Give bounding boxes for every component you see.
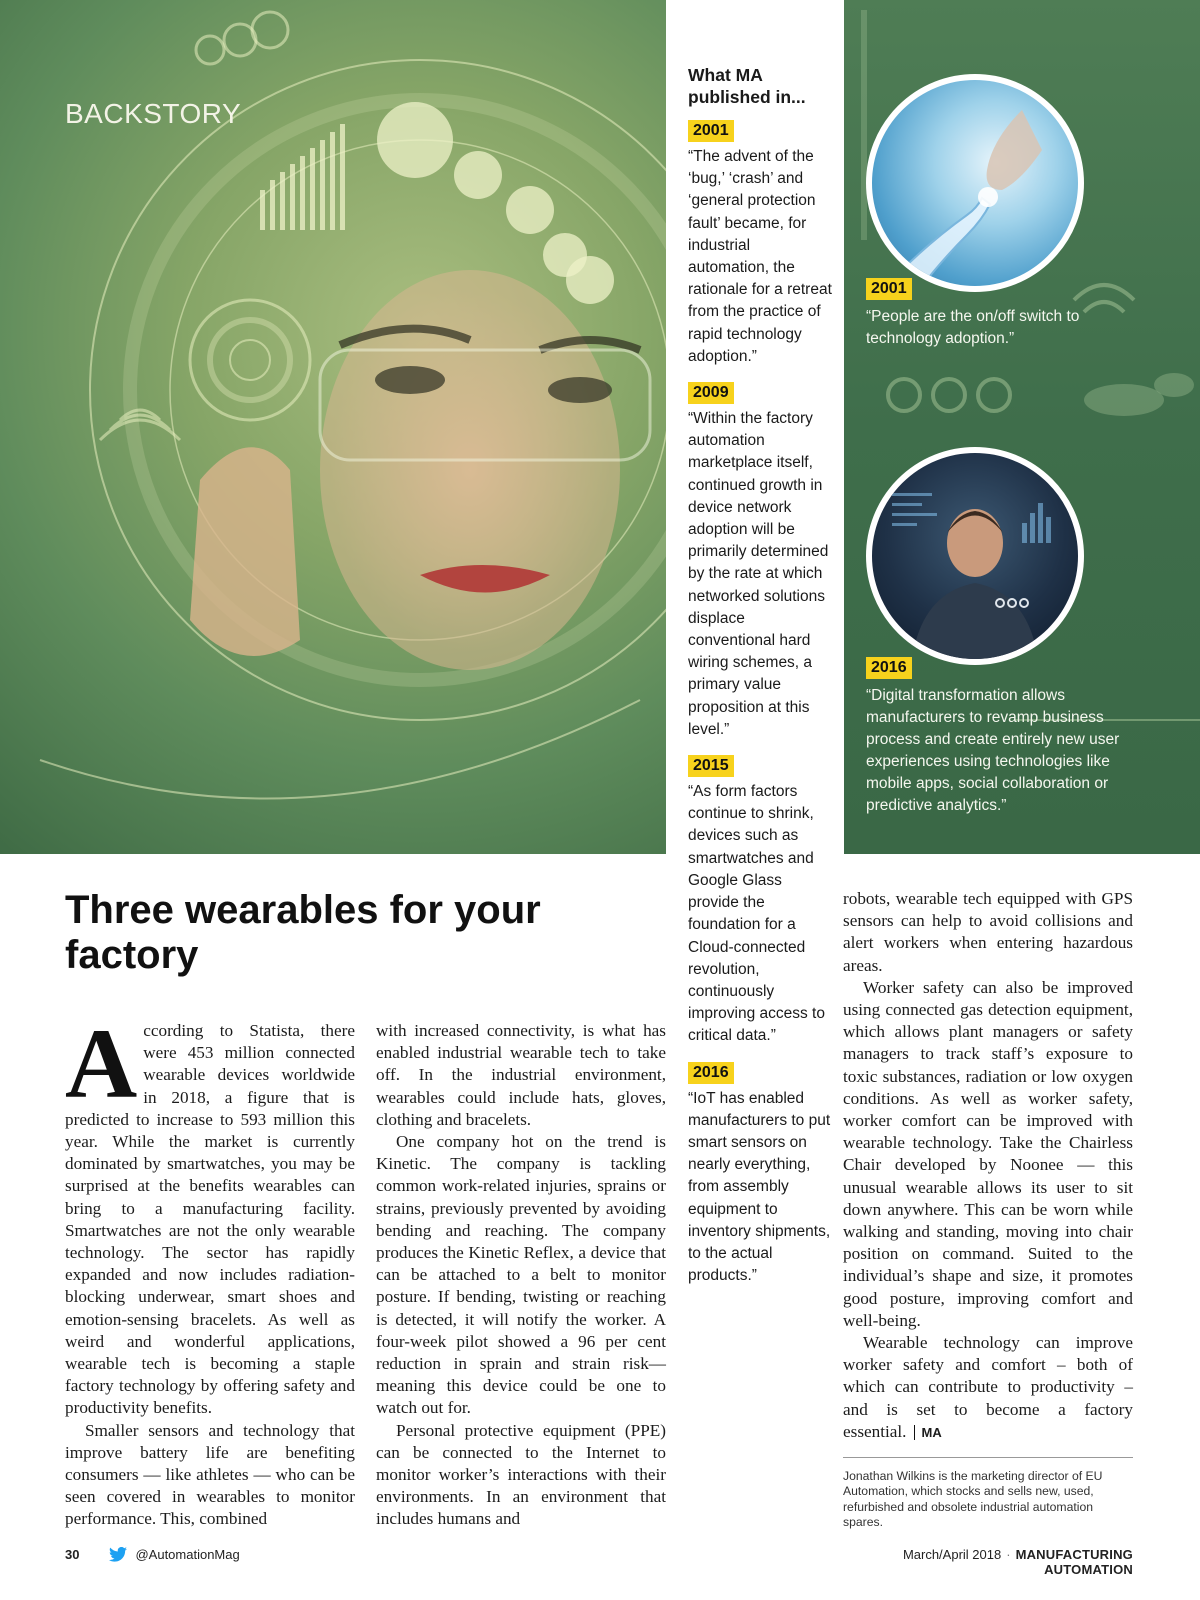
robot-hand-illustration	[872, 80, 1078, 286]
article-paragraph	[843, 1332, 1133, 1444]
timeline-entry	[688, 120, 834, 368]
article-paragraph: Worker safety can also be improved using connected gas detection equipment, which allows plant managers or safety managers to track staff’s exposure to toxic substances, radiation or low oxygen conditions. As well as worker safety, worker comfort can be improved with wearable technology. Take the Chairless Chair developed by Noonee — this unusual wearable allows its user to sit down anywhere. This can be worn while walking and standing, moving into chair position on command. Suited to the individual’s shape and size, it promotes good posture, improving comfort and well-being.	[843, 977, 1133, 1330]
timeline-sidebar	[688, 64, 834, 1301]
timeline-quote: “Within the factory automation marketplace itself, continued growth in device network adoption will be primarily determined by the rate at which networked solutions displace conventional hard wiring schemes, a primary value proposition at this level.”	[688, 410, 829, 738]
panel-quote-block	[866, 278, 1156, 350]
end-mark: MA	[914, 1425, 941, 1440]
sidebar-title: What MA published in...	[688, 65, 806, 107]
panel-quote-text: “People are the on/off switch to technology adoption.”	[866, 308, 1080, 347]
article-paragraph: Smaller sensors and technology that improve battery life are benefiting consumers — like athletes — who can be seen covered in wearables to monitor performance. This, combined	[65, 1420, 355, 1529]
article-column-3	[843, 888, 1133, 1444]
article-paragraph	[65, 1008, 355, 1420]
timeline-quote: “IoT has enabled manufacturers to put smart sensors on nearly everything, from assembly equipment to inventory shipments, to the actual products.”	[688, 1089, 831, 1285]
engineer-illustration	[872, 453, 1078, 659]
article-paragraph: with increased connectivity, is what has enabled industrial wearable tech to take off. In the industrial environment, wearables could include hats, gloves, clothing and bracelets.	[376, 1021, 666, 1129]
footer-separator: ·	[1006, 1547, 1011, 1562]
footer-left	[65, 1547, 240, 1562]
panel-quote-text: “Digital transformation allows manufacturers to revamp business process and create entirely new user experiences using technologies like mobile apps, social collaboration or predictive analytics.”	[866, 687, 1120, 814]
issue-date: March/April 2018	[902, 1547, 1002, 1562]
timeline-entry	[688, 382, 834, 741]
bio-divider	[843, 1457, 1133, 1458]
footer-right	[812, 1547, 1133, 1577]
hero-image	[0, 0, 666, 854]
twitter-bird-icon	[109, 1547, 127, 1562]
year-badge: 2009	[688, 382, 734, 404]
magazine-name: MANUFACTURING AUTOMATION	[1015, 1547, 1133, 1577]
article-paragraph: One company hot on the trend is Kinetic. The company is tackling common work-related injuries, sprains or strains, previously prevented by avoiding bending and reaching. The company produces the Kinetic Reflex, a device that can be attached to a belt to monitor posture. If bending, twisting or reaching is detected, it will notify the worker. A four-week pilot showed a 96 per cent reduction in sprain and strain risk—meaning this device could be one to watch out for.	[376, 1132, 666, 1418]
year-badge: 2001	[688, 120, 734, 142]
article-column-1	[65, 1008, 355, 1531]
article-headline: Three wearables for your factory	[65, 888, 541, 977]
drop-cap: A	[65, 1008, 138, 1119]
timeline-quote: “As form factors continue to shrink, devices such as smartwatches and Google Glass provide the foundation for a Cloud-connected revolution, continuously improving access to critical data.”	[688, 783, 825, 1045]
article-column-2	[376, 1020, 666, 1531]
author-bio: Jonathan Wilkins is the marketing director of EU Automation, which stocks and sells new, used, refurbished and obsolete industrial automation spares.	[843, 1469, 1103, 1530]
paragraph-text: Wearable technology can improve worker safety and comfort – both of which can contribute to productivity – and is set to become a factory essential.	[843, 1333, 1133, 1441]
section-label: BACKSTORY	[65, 98, 242, 129]
quote-panel	[844, 0, 1200, 854]
panel-quote-block	[866, 657, 1156, 817]
year-badge: 2016	[688, 1062, 734, 1084]
timeline-entry	[688, 755, 834, 1047]
robot-hand-photo	[866, 74, 1084, 292]
page-number: 30	[65, 1547, 80, 1562]
article-paragraph: robots, wearable tech equipped with GPS sensors can help to avoid collisions and alert workers when entering hazardous areas.	[843, 889, 1133, 975]
paragraph-text: ccording to Statista, there were 453 million connected wearable devices worldwide in 2018, a figure that is predicted to increase to 593 million this year. While the market is currently dominated by smartwatches, you may be surprised at the benefits wearables can bring to a manufacturing facility. Smartwatches are not the only wearable technology. The sector has rapidly expanded and now includes radiation-blocking underwear, smart shoes and emotion-sensing bracelets. As well as weird and wonderful applications, wearable tech is becoming a staple factory technology by offering safety and productivity benefits.	[65, 1021, 355, 1418]
timeline-quote: “The advent of the ‘bug,’ ‘crash’ and ‘general protection fault’ became, for industrial automation, the rationale for a retreat from the practice of rapid technology adoption.”	[688, 148, 832, 365]
twitter-handle-link[interactable]: @AutomationMag	[135, 1547, 240, 1562]
article-paragraph: Personal protective equipment (PPE) can be connected to the Internet to monitor worker’s interactions with their environments. In an environment that includes humans and	[376, 1420, 666, 1529]
timeline-entry	[688, 1062, 834, 1288]
year-badge: 2015	[688, 755, 734, 777]
year-badge: 2001	[866, 278, 912, 300]
year-badge: 2016	[866, 657, 912, 679]
engineer-photo	[866, 447, 1084, 665]
